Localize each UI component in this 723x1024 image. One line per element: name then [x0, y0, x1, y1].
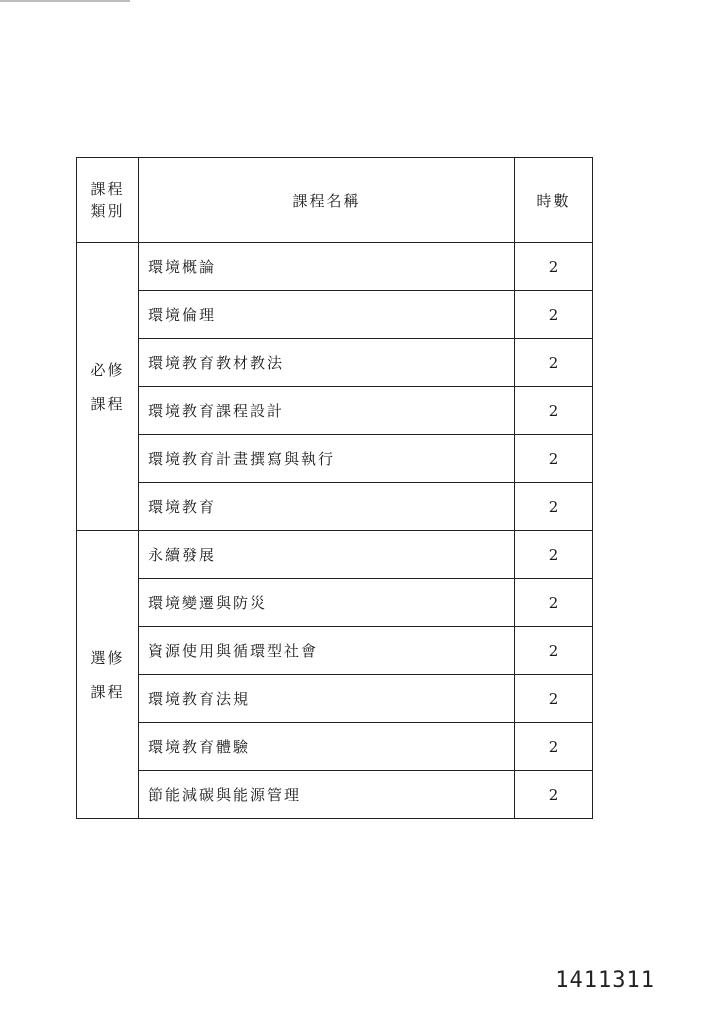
- course-hours: 2: [515, 483, 593, 531]
- course-name: 節能減碳與能源管理: [139, 771, 515, 819]
- course-hours: 2: [515, 531, 593, 579]
- table-row: [77, 579, 593, 627]
- course-hours: 2: [515, 771, 593, 819]
- table-row: [77, 387, 593, 435]
- header-hours: 時數: [515, 158, 593, 243]
- course-hours: 2: [515, 675, 593, 723]
- table-row: [77, 627, 593, 675]
- course-name: 環境教育法規: [139, 675, 515, 723]
- category-required: 必修 課程: [77, 243, 139, 531]
- course-name: 環境教育體驗: [139, 723, 515, 771]
- course-name: 環境倫理: [139, 291, 515, 339]
- table-row: [77, 531, 593, 579]
- header-course-category: 課程 類別: [77, 158, 139, 243]
- course-hours: 2: [515, 435, 593, 483]
- course-name: 環境教育教材教法: [139, 339, 515, 387]
- course-name: 環境教育課程設計: [139, 387, 515, 435]
- table-row: [77, 291, 593, 339]
- course-name: 環境變遷與防災: [139, 579, 515, 627]
- table-row: [77, 339, 593, 387]
- table-row: [77, 675, 593, 723]
- course-hours: 2: [515, 627, 593, 675]
- header-course-name: 課程名稱: [139, 158, 515, 243]
- course-hours: 2: [515, 723, 593, 771]
- course-name: 環境教育: [139, 483, 515, 531]
- table-row: [77, 435, 593, 483]
- scan-edge-line: [0, 0, 130, 2]
- course-hours: 2: [515, 579, 593, 627]
- table-row: [77, 723, 593, 771]
- table-row: [77, 243, 593, 291]
- category-elective: 選修 課程: [77, 531, 139, 819]
- course-name: 永續發展: [139, 531, 515, 579]
- course-name: 資源使用與循環型社會: [139, 627, 515, 675]
- course-hours: 2: [515, 243, 593, 291]
- course-name: 環境概論: [139, 243, 515, 291]
- table-header-row: [77, 158, 593, 243]
- course-name: 環境教育計畫撰寫與執行: [139, 435, 515, 483]
- course-table: [76, 157, 593, 819]
- table-row: [77, 771, 593, 819]
- course-hours: 2: [515, 291, 593, 339]
- table-row: [77, 483, 593, 531]
- document-number: 1411311: [555, 968, 655, 993]
- course-hours: 2: [515, 339, 593, 387]
- course-hours: 2: [515, 387, 593, 435]
